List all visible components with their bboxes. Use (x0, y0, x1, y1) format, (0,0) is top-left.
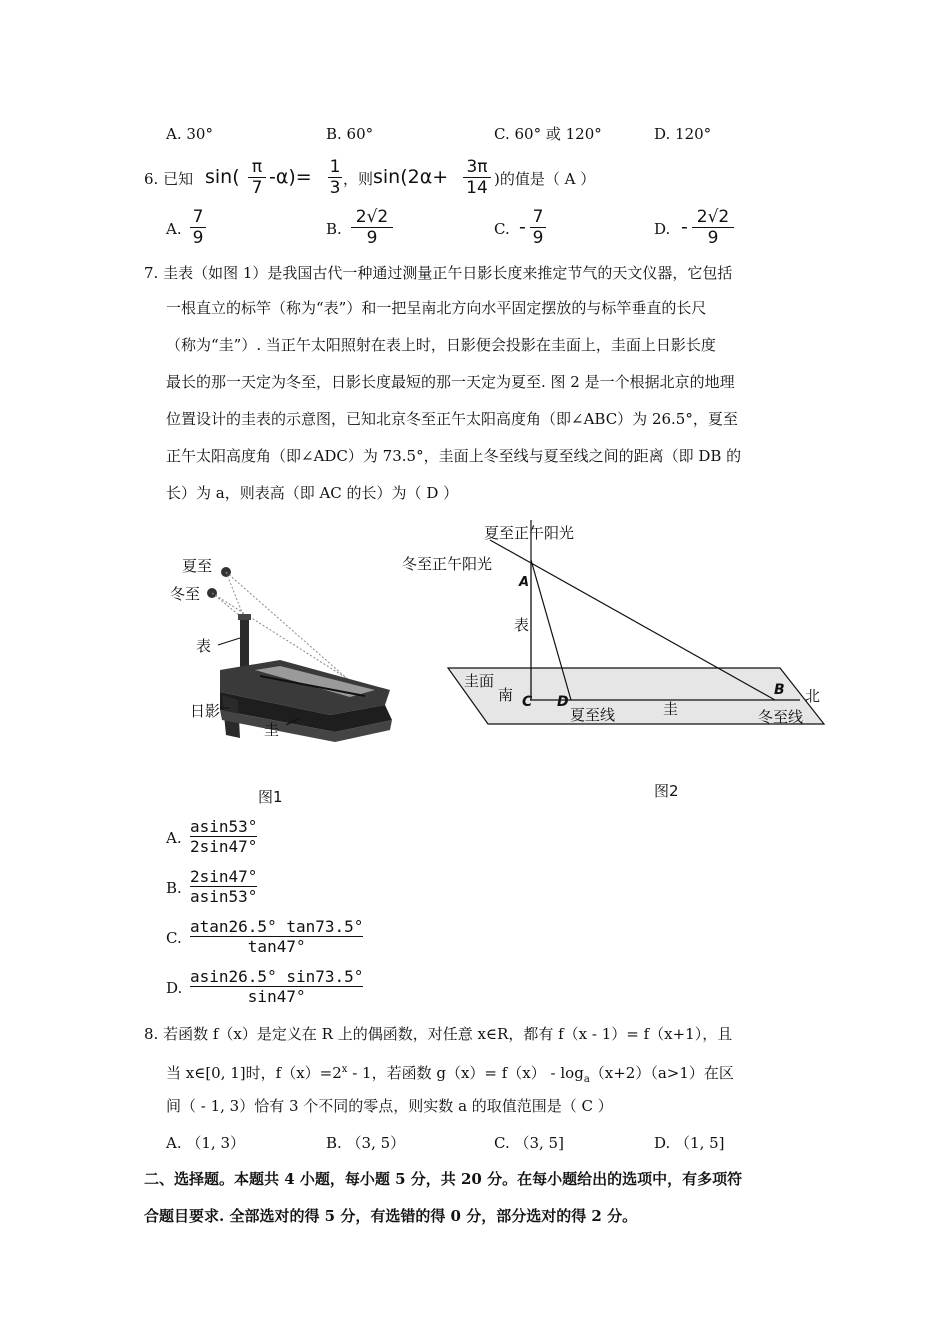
q6-fraction-3pi-over-14 (463, 157, 491, 198)
q6-option-c-label: C. (494, 220, 510, 238)
q5-option-c: C. 60° 或 120° (494, 125, 602, 143)
q8-line-2 (166, 1060, 734, 1090)
q7-line-5: 位置设计的圭表的示意图，已知北京冬至正午太阳高度角（即∠ABC）为 26.5°，夏至 (166, 410, 738, 428)
fig1-shadow-label: 日影 (190, 702, 221, 720)
fig1-winter-label: 冬至 (170, 585, 201, 603)
fig2-point-b: B (774, 682, 785, 698)
fig2-plane-label: 圭面 (464, 672, 495, 690)
q6-option-d-label: D. (654, 220, 671, 238)
q6-fraction-pi-over-7 (248, 157, 266, 198)
q6-c-den: 9 (530, 227, 546, 248)
fig2-summer-light-label: 夏至正午阳光 (484, 524, 575, 542)
fig2-winter-light-label: 冬至正午阳光 (402, 555, 493, 573)
q6-b-num: 2√2 (355, 207, 389, 227)
q8-option-d: D. （1, 5] (654, 1134, 725, 1152)
fig2-pole-label: 表 (514, 616, 530, 634)
q7-d-den: sin47° (190, 986, 363, 1006)
fig2-point-c: C (522, 694, 533, 710)
q6-suffix: )的值是（ A ） (494, 170, 596, 188)
fig2-summer-line-label: 夏至线 (570, 706, 616, 724)
q6-option-c-fraction (530, 207, 546, 248)
fig1-pole-label: 表 (196, 637, 212, 655)
q7-option-d-fraction (190, 967, 363, 1006)
q8-line-2c: （x+2）（a>1）在区 (589, 1064, 734, 1082)
q7-option-b-fraction (190, 867, 257, 906)
q6-minus-alpha: -α)= (269, 166, 312, 188)
q8-line-2b: - 1，若函数 g（x）= f（x） - log (347, 1064, 584, 1082)
q6-fraction-one-third (328, 157, 342, 198)
q7-option-a-label: A. (166, 829, 182, 847)
q6-option-d-fraction (692, 207, 734, 248)
q6-three-pi: 3π (466, 157, 488, 177)
q6-prefix: 6. 已知 (144, 170, 194, 188)
q7-line-7: 长）为 a，则表高（即 AC 的长）为（ D ） (166, 484, 459, 502)
q6-option-c-sign: - (519, 216, 526, 238)
q8-option-a: A. （1, 3） (166, 1134, 245, 1152)
q6-one: 1 (329, 157, 341, 177)
fig2-gui-label: 圭 (663, 700, 679, 718)
q6-option-a-fraction (190, 207, 206, 248)
q7-option-c-label: C. (166, 929, 182, 947)
q7-line-2: 一根直立的标竿（称为“表”）和一把呈南北方向水平固定摆放的与标竿垂直的长尺 (166, 299, 707, 317)
q6-sin2-open: sin(2α+ (373, 166, 449, 188)
section-2-line-2: 合题目要求. 全部选对的得 5 分，有选错的得 0 分，部分选对的得 2 分。 (144, 1207, 638, 1225)
q8-line-1: 8. 若函数 f（x）是定义在 R 上的偶函数，对任意 x∈R，都有 f（x - 1）= f（x+1），且 (144, 1025, 733, 1043)
q6-b-den: 9 (351, 227, 393, 248)
q7-a-num: asin53° (190, 817, 258, 836)
q6-three: 3 (329, 178, 341, 198)
q5-option-d: D. 120° (654, 125, 712, 143)
q7-c-den: tan47° (190, 936, 363, 956)
q6-d-num: 2√2 (696, 207, 730, 227)
fig2-north-label: 北 (805, 687, 821, 705)
q7-option-c-fraction (190, 917, 363, 956)
fig1-summer-label: 夏至 (182, 557, 213, 575)
fig2-south-label: 南 (498, 686, 514, 704)
q8-exponent-x: x (341, 1064, 348, 1075)
q7-option-b-label: B. (166, 879, 182, 897)
q7-line-4: 最长的那一天定为冬至，日影长度最短的那一天定为夏至. 图 2 是一个根据北京的地理 (166, 373, 735, 391)
fig2-winter-line-label: 冬至线 (758, 708, 804, 726)
q8-option-b: B. （3, 5） (326, 1134, 406, 1152)
q7-option-d-label: D. (166, 979, 183, 997)
q6-a-num: 7 (192, 207, 204, 227)
q7-b-den: asin53° (190, 887, 258, 906)
q6-seven: 7 (248, 177, 266, 198)
q7-d-num: asin26.5° sin73.5° (190, 967, 364, 986)
q8-log-base: a (583, 1074, 590, 1085)
fig2-caption: 图2 (654, 782, 679, 800)
fig2-point-a: A (519, 575, 530, 590)
q8-option-c: C. （3, 5] (494, 1134, 564, 1152)
fig1-gui-label: 圭 (264, 721, 280, 739)
q6-option-a-label: A. (166, 220, 182, 238)
q7-c-num: atan26.5° tan73.5° (190, 917, 364, 936)
q8-line-3: 间（ - 1, 3）恰有 3 个不同的零点，则实数 a 的取值范围是（ C ） (166, 1097, 613, 1115)
fig1-caption: 图1 (258, 788, 283, 806)
q7-option-a-fraction (190, 817, 257, 856)
q7-line-3: （称为“圭”）. 当正午太阳照射在表上时，日影便会投影在圭面上，圭面上日影长度 (166, 336, 716, 354)
q7-line-6: 正午太阳高度角（即∠ADC）为 73.5°，圭面上冬至线与夏至线之间的距离（即 DB 的 (166, 447, 742, 465)
q6-option-d-sign: - (681, 216, 688, 238)
q7-a-den: 2sin47° (190, 837, 258, 856)
q6-pi: π (251, 157, 263, 177)
q6-a-den: 9 (190, 227, 206, 248)
q6-fourteen: 14 (463, 177, 491, 198)
q6-c-num: 7 (532, 207, 544, 227)
q6-sin-open: sin( (205, 166, 240, 188)
q8-line-2a: 当 x∈[0, 1]时，f（x）=2 (166, 1064, 342, 1082)
section-2-line-1: 二、选择题。本题共 4 小题，每小题 5 分，共 20 分。在每小题给出的选项中，有多项符 (144, 1170, 743, 1188)
q6-d-den: 9 (692, 227, 734, 248)
q7-line-1: 7. 圭表（如图 1）是我国古代一种通过测量正午日影长度来推定节气的天文仪器，它包括 (144, 264, 733, 282)
fig2-point-d: D (557, 694, 569, 710)
q6-then: ，则 (343, 170, 374, 188)
q6-option-b-label: B. (326, 220, 342, 238)
q5-option-b: B. 60° (326, 125, 374, 143)
q7-b-num: 2sin47° (190, 867, 258, 886)
q5-option-a: A. 30° (166, 125, 213, 143)
q6-option-b-fraction (351, 207, 393, 248)
